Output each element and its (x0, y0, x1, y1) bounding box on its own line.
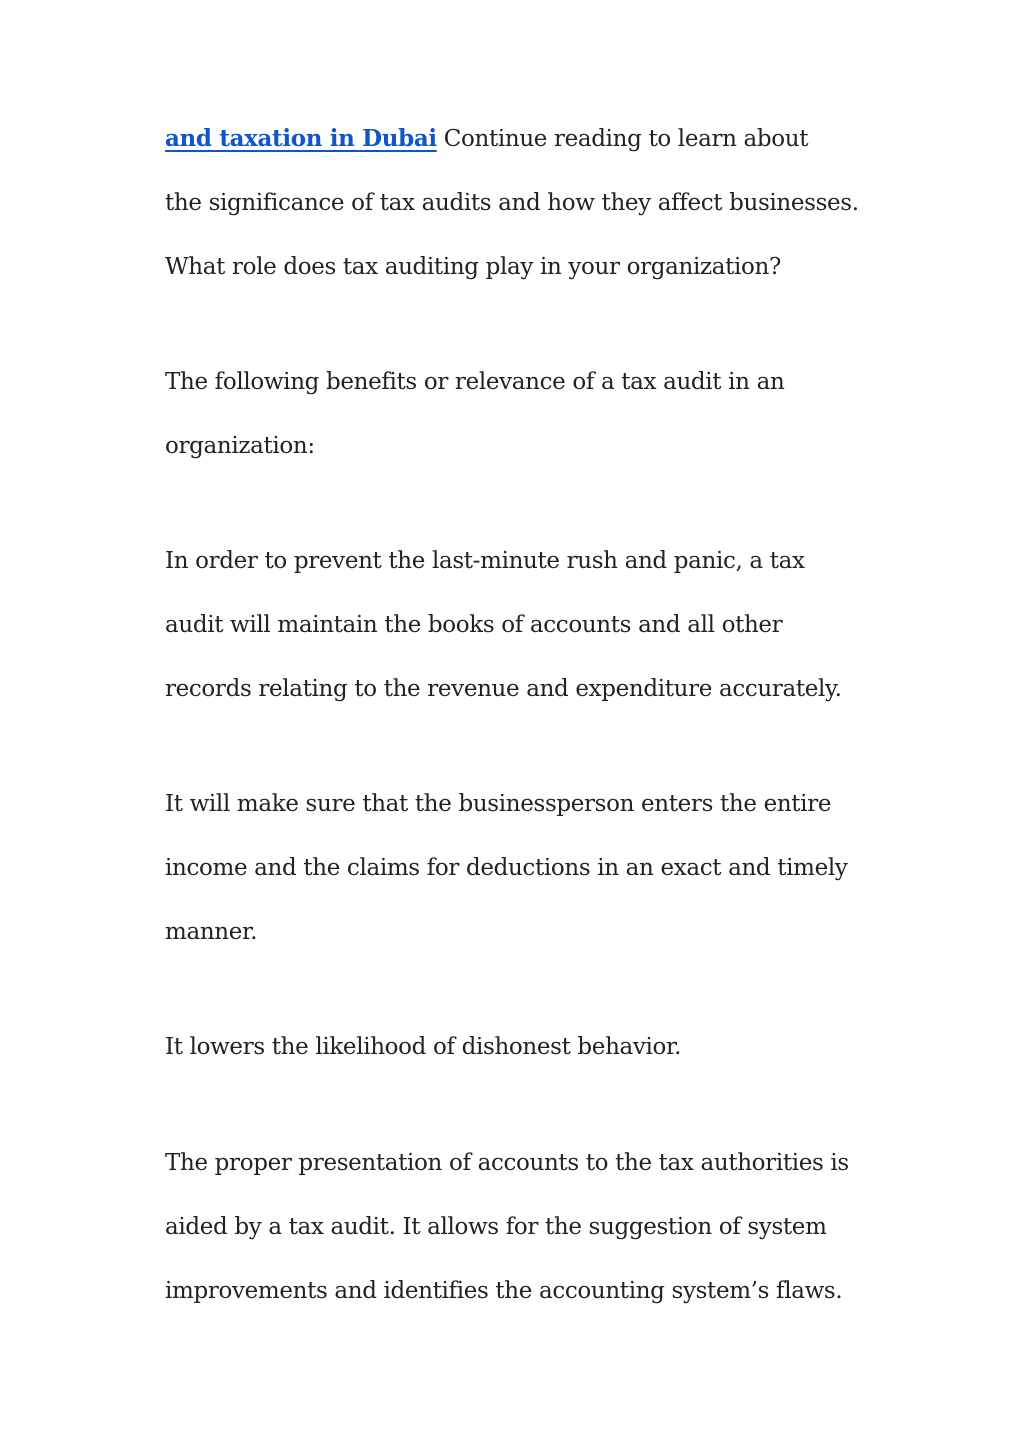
text-line: manner. (165, 919, 258, 945)
text-line: In order to prevent the last-minute rush and panic, a tax (165, 548, 805, 574)
text-segment: Continue reading to learn about (436, 126, 809, 152)
text-line: audit will maintain the books of accounts and all other (165, 612, 783, 638)
text-line: records relating to the revenue and expenditure accurately. (165, 676, 842, 702)
text-line: improvements and identifies the accounting system’s flaws. (165, 1278, 843, 1304)
text-line: aided by a tax audit. It allows for the suggestion of system (165, 1214, 827, 1240)
text-line: It lowers the likelihood of dishonest behavior. (165, 1034, 682, 1060)
text-line: The proper presentation of accounts to the tax authorities is (165, 1150, 849, 1176)
text-line: the significance of tax audits and how they affect businesses. (165, 190, 859, 216)
text-line: income and the claims for deductions in an exact and timely (165, 855, 848, 881)
text-line: The following benefits or relevance of a tax audit in an (165, 369, 785, 395)
text-line: What role does tax auditing play in your organization? (165, 254, 781, 280)
text-line: It will make sure that the businessperson enters the entire (165, 791, 832, 817)
text-line (165, 124, 808, 154)
text-line: organization: (165, 433, 315, 459)
dubai-taxation-link[interactable]: and taxation in Dubai (165, 125, 437, 152)
